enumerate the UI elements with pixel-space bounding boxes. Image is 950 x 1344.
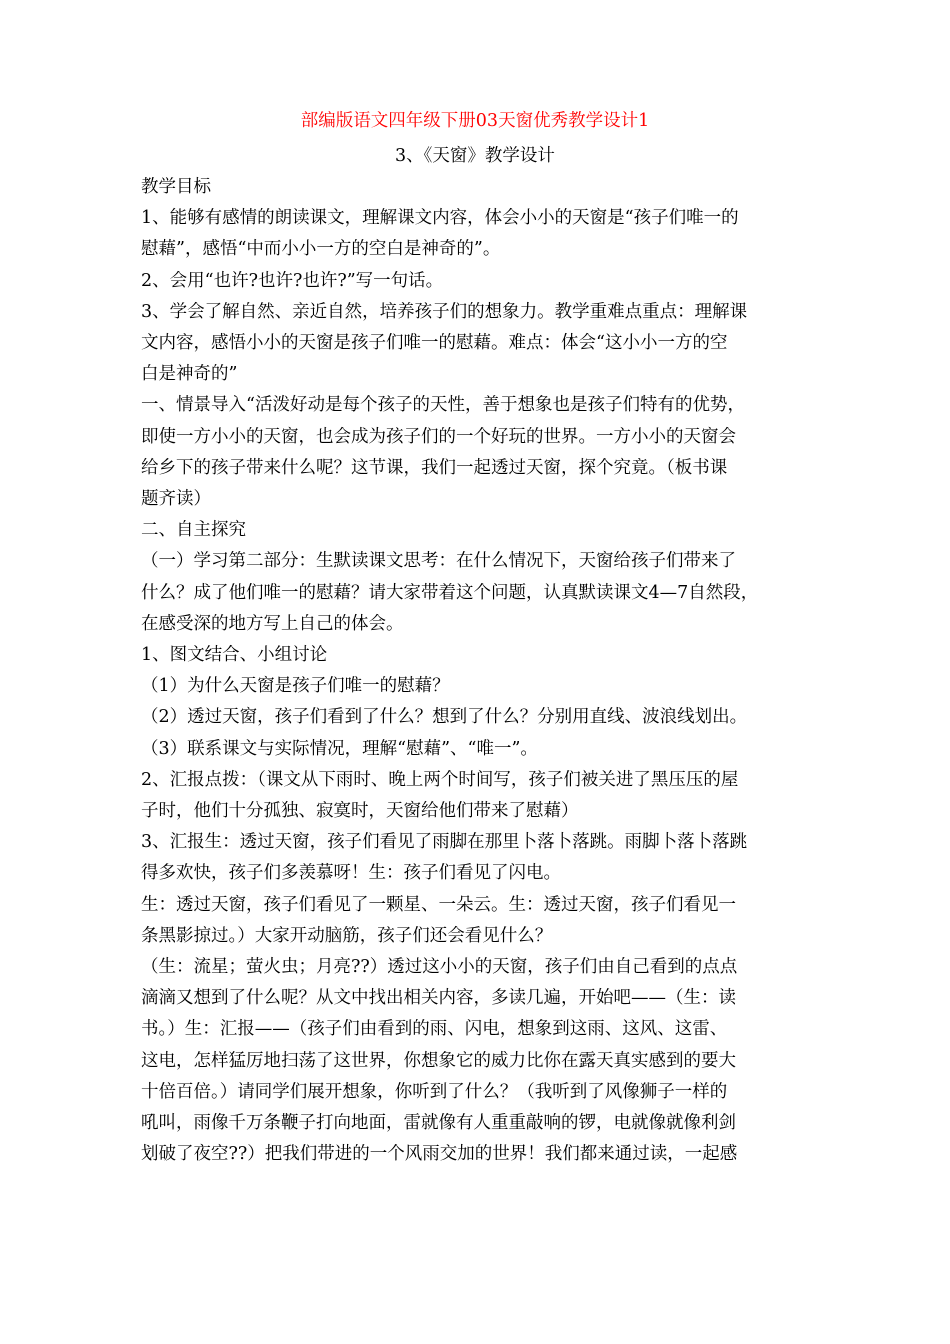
body-line: 题齐读） [141, 489, 211, 510]
document-title: 部编版语文四年级下册03天窗优秀教学设计1 [300, 111, 650, 131]
body-line: 2、会用“也许?也许?也许?”写一句话。 [141, 270, 444, 291]
body-line: 条黑影掠过。）大家开动脑筋，孩子们还会看见什么？ [141, 925, 553, 946]
body-line: 这电，怎样猛厉地扫荡了这世界，你想象它的威力比你在露天真实感到的要大 [141, 1050, 736, 1071]
body-line: 在感受深的地方写上自己的体会。 [141, 613, 404, 634]
body-line: 划破了夜空??）把我们带进的一个风雨交加的世界！我们都来通过读，一起感 [141, 1144, 738, 1165]
body-line: 1、图文结合、小组讨论 [141, 645, 328, 666]
body-line: （1）为什么天窗是孩子们唯一的慰藉？ [141, 676, 450, 697]
body-line: 生：透过天窗，孩子们看见了一颗星、一朵云。生：透过天窗，孩子们看见一 [141, 894, 736, 915]
document-subtitle: 3、《天窗》教学设计 [395, 146, 555, 166]
body-line: 子时，他们十分孤独、寂寞时，天窗给他们带来了慰藉） [141, 801, 579, 822]
body-line: 2、汇报点拨：（课文从下雨时、晚上两个时间写，孩子们被关进了黑压压的屋 [141, 769, 739, 790]
body-line: 慰藉”，感悟“中而小小一方的空白是神奇的”。 [141, 239, 501, 260]
body-line: 3、学会了解自然、亲近自然，培养孩子们的想象力。教学重难点重点：理解课 [141, 301, 748, 322]
body-line: 什么？成了他们唯一的慰藉？请大家带着这个问题，认真默读课文4—7自然段， [141, 582, 759, 603]
body-line: 3、汇报生：透过天窗，孩子们看见了雨脚在那里卜落卜落跳。雨脚卜落卜落跳 [141, 832, 748, 853]
document-body [141, 172, 811, 1171]
body-line: （一）学习第二部分：生默读课文思考：在什么情况下，天窗给孩子们带来了 [141, 551, 736, 572]
body-line: 二、自主探究 [141, 520, 246, 541]
body-line: 文内容，感悟小小的天窗是孩子们唯一的慰藉。难点：体会“这小小一方的空 [141, 333, 728, 354]
body-line: 十倍百倍。）请同学们展开想象，你听到了什么？（我听到了风像狮子一样的 [141, 1081, 728, 1102]
body-line: 给乡下的孩子带来什么呢？这节课，我们一起透过天窗，探个究竟。（板书课 [141, 457, 728, 478]
body-line: （2）透过天窗，孩子们看到了什么？想到了什么？分别用直线、波浪线划出。 [141, 707, 748, 728]
body-line: 滴滴又想到了什么呢？从文中找出相关内容，多读几遍，开始吧——（生：读 [141, 988, 736, 1009]
body-line: 吼叫，雨像千万条鞭子打向地面，雷就像有人重重敲响的锣，电就像就像利剑 [141, 1113, 736, 1134]
body-line: 得多欢快，孩子们多羡慕呀！生：孩子们看见了闪电。 [141, 863, 561, 884]
body-line: 白是神奇的” [141, 364, 238, 385]
body-line: 即使一方小小的天窗，也会成为孩子们的一个好玩的世界。一方小小的天窗会 [141, 426, 736, 447]
body-line: （生：流星；萤火虫；月亮??）透过这小小的天窗，孩子们由自己看到的点点 [141, 957, 738, 978]
body-line: （3）联系课文与实际情况，理解“慰藉”、“唯一”。 [141, 738, 538, 759]
body-line: 一、情景导入“活泼好动是每个孩子的天性，善于想象也是孩子们特有的优势， [141, 395, 745, 416]
body-line: 教学目标 [141, 177, 211, 197]
body-line: 1、能够有感情的朗读课文，理解课文内容，体会小小的天窗是“孩子们唯一的 [141, 208, 739, 229]
body-line: 书。）生：汇报——（孩子们由看到的雨、闪电，想象到这雨、这风、这雷、 [141, 1019, 728, 1040]
